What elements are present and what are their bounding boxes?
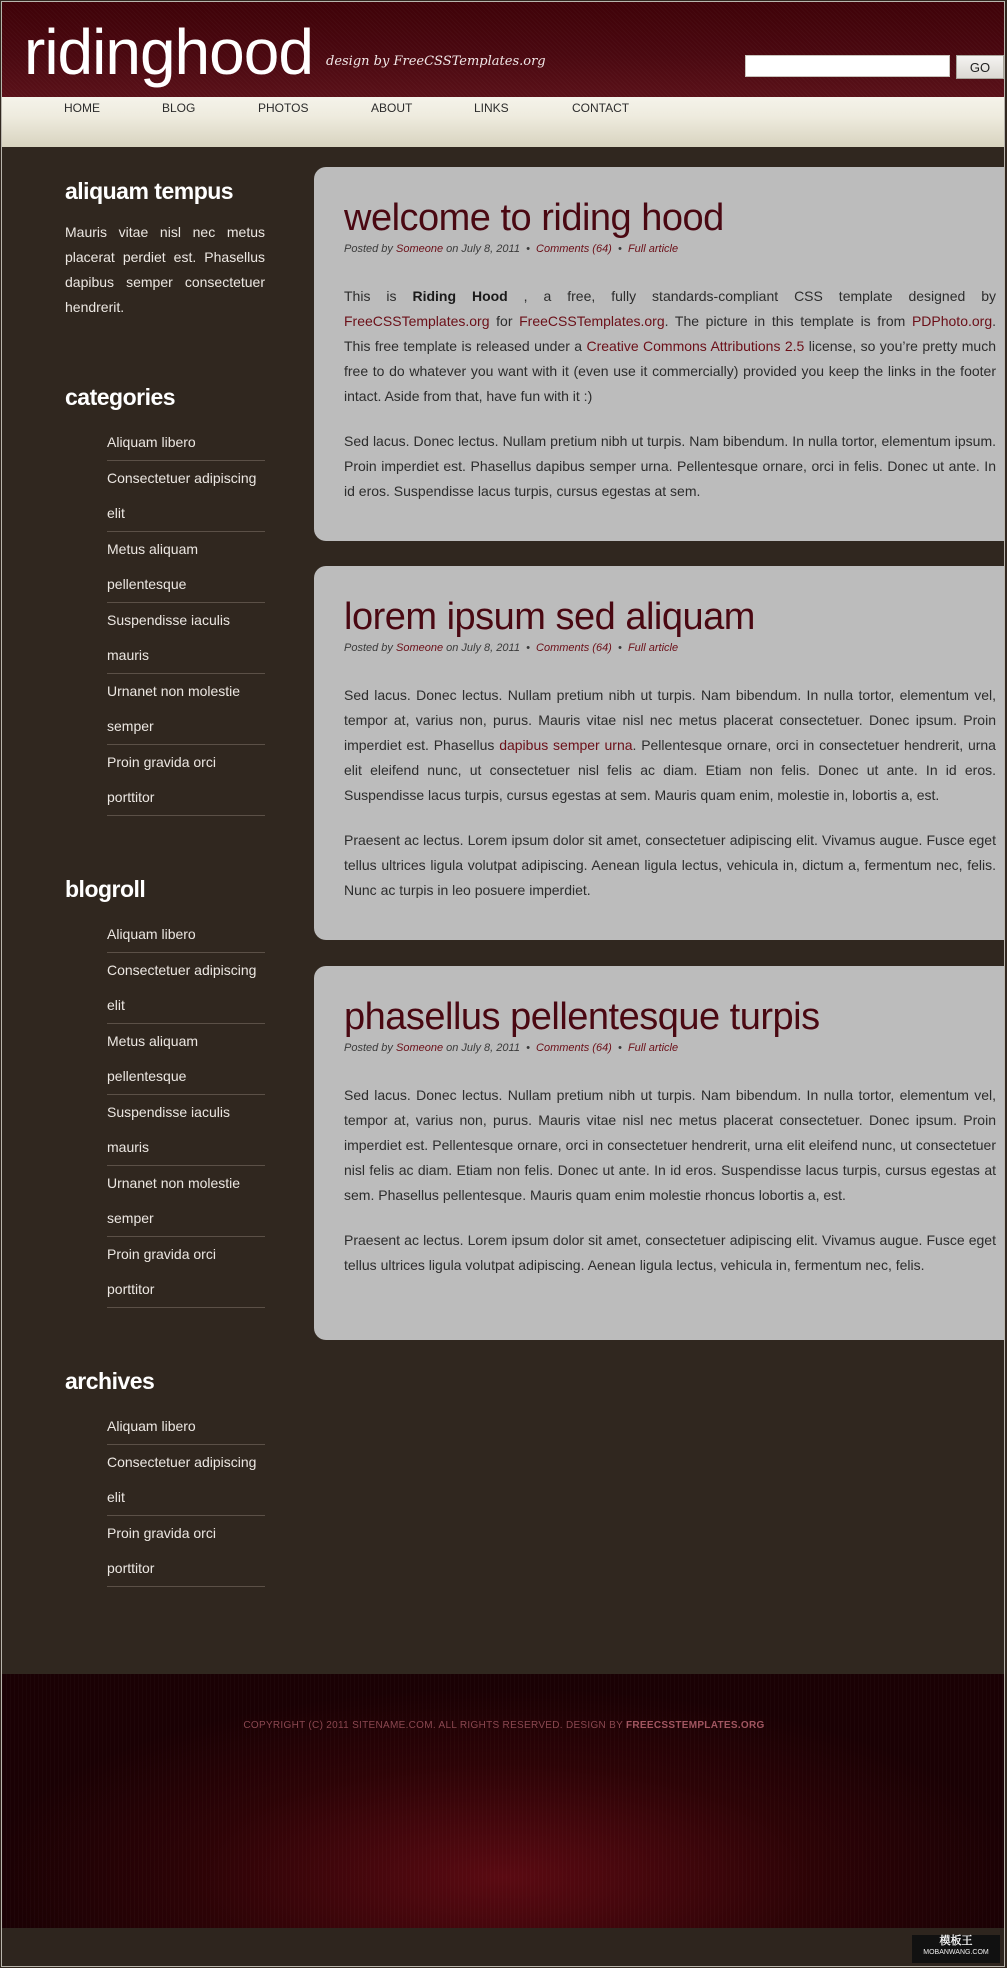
site-logo[interactable]: ridinghood xyxy=(24,16,313,88)
meta-separator: • xyxy=(617,642,622,654)
footer xyxy=(2,1674,1005,1928)
watermark-line: MOBANWANG.COM xyxy=(923,1949,989,1956)
archive-item[interactable]: Proin gravida orci porttitor xyxy=(107,1516,265,1587)
text-segment: . The picture in this template is from xyxy=(664,313,912,329)
category-item[interactable]: Aliquam libero xyxy=(107,425,265,461)
copyright-text: COPYRIGHT (C) 2011 SITENAME.COM. ALL RIGHTS RESERVED. DESIGN BY xyxy=(243,1720,626,1731)
author-link[interactable]: Someone xyxy=(395,243,444,255)
post-paragraph xyxy=(344,284,996,409)
post-paragraph: Praesent ac lectus. Lorem ipsum dolor sit amet, consectetuer adipiscing elit. Vivamus augue. Fusce eget tellus ultrices ligula volutpat adipiscing. Aenean ligula lectus, vehicula in, fermentum nec, felis. xyxy=(344,1232,996,1273)
meta-separator: • xyxy=(617,1042,622,1054)
post-meta xyxy=(344,1042,678,1054)
nav-item-blog[interactable]: BLOG xyxy=(162,101,196,115)
header xyxy=(2,2,1005,97)
site-tagline: design by FreeCSSTemplates.org xyxy=(326,54,546,69)
page xyxy=(1,1,1005,1967)
post-body xyxy=(344,1083,996,1298)
blogroll-item[interactable]: Aliquam libero xyxy=(107,917,265,953)
posted-by-label: Posted by xyxy=(344,1042,393,1054)
archive-item[interactable]: Consectetuer adipiscing elit xyxy=(107,1445,265,1516)
sidebar-about xyxy=(65,180,265,320)
text-segment: Sed lacus. Donec lectus. Nullam pretium nibh ut turpis. Nam bibendum. In nulla tortor, elementum vel, tempor at, varius non, purus. Mauris vitae nisl nec metus placerat consectetuer. Donec ipsum. Proin imperdiet est. Phasellus xyxy=(344,687,996,753)
blogroll-item[interactable]: Suspendisse iaculis mauris xyxy=(107,1095,265,1166)
text-segment: . This free template is released under a xyxy=(344,313,997,354)
meta-separator: • xyxy=(526,642,530,654)
search-input[interactable] xyxy=(745,55,950,77)
post xyxy=(314,566,1005,940)
license-link[interactable]: Creative Commons Attributions 2.5 xyxy=(586,338,805,354)
post xyxy=(314,167,1005,541)
nav-item-contact[interactable]: CONTACT xyxy=(572,101,630,115)
blogroll-list xyxy=(107,917,265,1308)
blogroll-item[interactable]: Proin gravida orci porttitor xyxy=(107,1237,265,1308)
author-link[interactable]: Someone xyxy=(395,642,444,654)
nav-item-home[interactable]: HOME xyxy=(64,101,100,115)
freecss-link[interactable]: FreeCSSTemplates.org xyxy=(344,313,490,329)
sidebar-categories xyxy=(65,386,265,816)
post-date: on July 8, 2011 xyxy=(446,1042,520,1054)
text-segment: license, so you’re pretty much free to do whatever you want with it (even use it commercially) provided you keep the links in the footer intact. Aside from that, have fun with it :) xyxy=(344,338,996,404)
nav-item-photos[interactable]: PHOTOS xyxy=(258,101,309,115)
post-title[interactable]: phasellus pellentesque turpis xyxy=(344,996,820,1038)
categories-list xyxy=(107,425,265,816)
sidebar-categories-title: categories xyxy=(65,384,176,410)
post-date: on July 8, 2011 xyxy=(446,243,520,255)
comments-link[interactable]: Comments (64) xyxy=(536,1042,612,1054)
blogroll-item[interactable]: Consectetuer adipiscing elit xyxy=(107,953,265,1024)
posted-by-label: Posted by xyxy=(344,642,393,654)
footer-design-link[interactable]: FREECSSTEMPLATES.ORG xyxy=(626,1720,765,1731)
sidebar-about-text: Mauris vitae nisl nec metus placerat perdiet est. Phasellus dapibus semper consectetuer hendrerit. xyxy=(65,224,265,315)
comments-link[interactable]: Comments (64) xyxy=(536,243,612,255)
post-paragraph xyxy=(344,683,996,808)
inline-link[interactable]: dapibus semper urna xyxy=(499,737,633,753)
post-meta xyxy=(344,243,678,255)
category-item[interactable]: Consectetuer adipiscing elit xyxy=(107,461,265,532)
category-item[interactable]: Metus aliquam pellentesque xyxy=(107,532,265,603)
watermark-line: 模板王 xyxy=(939,1935,973,1947)
meta-separator: • xyxy=(617,243,622,255)
post-paragraph: Sed lacus. Donec lectus. Nullam pretium nibh ut turpis. Nam bibendum. In nulla tortor, elementum vel, tempor at, varius non, purus. Mauris vitae nisl nec metus placerat consectetuer. Donec ipsum. Proin imperdiet est. Pellentesque ornare, orci in consectetuer hendrerit, urna elit eleifend nunc, ut consectetuer nisl felis ac diam. Etiam non felis. Donec ut ante. In id eros. Suspendisse lacus turpis, cursus egestas at sem. Phasellus pellentesque. Mauris quam enim molestie rhoncus lobortis a, est. xyxy=(344,1087,996,1203)
post xyxy=(314,966,1005,1340)
post-body xyxy=(344,683,996,923)
post-date: on July 8, 2011 xyxy=(446,642,520,654)
footer-copyright xyxy=(2,1720,1005,1731)
template-name: Riding Hood xyxy=(412,288,508,304)
archives-list xyxy=(107,1409,265,1587)
posted-by-label: Posted by xyxy=(344,243,393,255)
category-item[interactable]: Suspendisse iaculis mauris xyxy=(107,603,265,674)
freecss-link[interactable]: FreeCSSTemplates.org xyxy=(519,313,665,329)
text-segment: for xyxy=(489,313,520,329)
text-segment: This is xyxy=(344,288,413,304)
search-go-button[interactable]: GO xyxy=(956,55,1004,79)
text-segment: , a free, fully standards-compliant CSS template designed by xyxy=(507,288,997,304)
sidebar-blogroll xyxy=(65,878,265,1308)
nav-item-about[interactable]: ABOUT xyxy=(371,101,413,115)
nav-item-links[interactable]: LINKS xyxy=(474,101,509,115)
pdphoto-link[interactable]: PDPhoto.org xyxy=(911,313,993,329)
meta-separator: • xyxy=(526,243,530,255)
post-title[interactable]: welcome to riding hood xyxy=(344,197,724,239)
category-item[interactable]: Proin gravida orci porttitor xyxy=(107,745,265,816)
archive-item[interactable]: Aliquam libero xyxy=(107,1409,265,1445)
full-article-link[interactable]: Full article xyxy=(627,243,679,255)
post-paragraph: Sed lacus. Donec lectus. Nullam pretium nibh ut turpis. Nam bibendum. In nulla tortor, elementum ipsum. Proin imperdiet est. Phasellus dapibus semper urna. Pellentesque ornare, orci in felis. Donec ut ante. In id eros. Suspendisse lacus turpis, cursus egestas at sem. xyxy=(344,433,996,499)
sidebar-archives xyxy=(65,1370,265,1587)
full-article-link[interactable]: Full article xyxy=(627,642,679,654)
main-nav xyxy=(2,97,1005,147)
blogroll-item[interactable]: Urnanet non molestie semper xyxy=(107,1166,265,1237)
post-paragraph: Praesent ac lectus. Lorem ipsum dolor sit amet, consectetuer adipiscing elit. Vivamus augue. Fusce eget tellus ultrices ligula volutpat adipiscing. Aenean ligula lectus, vehicula in, dictum a, fermentum nec, felis. Nunc ac turpis in leo posuere imperdiet. xyxy=(344,832,996,898)
text-segment: . Pellentesque ornare, orci in consectetuer hendrerit, urna elit eleifend nunc, ut consectetuer nisl felis ac diam. Etiam non felis. Donec ut ante. In id eros. Suspendisse lacus turpis, cursus egestas at sem. Mauris quam enim, molestie in, lobortis a, est. xyxy=(344,737,996,803)
blogroll-item[interactable]: Metus aliquam pellentesque xyxy=(107,1024,265,1095)
post-body xyxy=(344,284,996,524)
full-article-link[interactable]: Full article xyxy=(627,1042,679,1054)
watermark-logo xyxy=(912,1935,1000,1963)
bottom-bar xyxy=(2,1928,1005,1967)
sidebar-about-title: aliquam tempus xyxy=(65,178,234,204)
author-link[interactable]: Someone xyxy=(395,1042,444,1054)
post-title[interactable]: lorem ipsum sed aliquam xyxy=(344,596,755,638)
category-item[interactable]: Urnanet non molestie semper xyxy=(107,674,265,745)
sidebar-blogroll-title: blogroll xyxy=(65,876,146,902)
comments-link[interactable]: Comments (64) xyxy=(536,642,612,654)
sidebar-archives-title: archives xyxy=(65,1368,155,1394)
meta-separator: • xyxy=(526,1042,530,1054)
post-meta xyxy=(344,642,678,654)
